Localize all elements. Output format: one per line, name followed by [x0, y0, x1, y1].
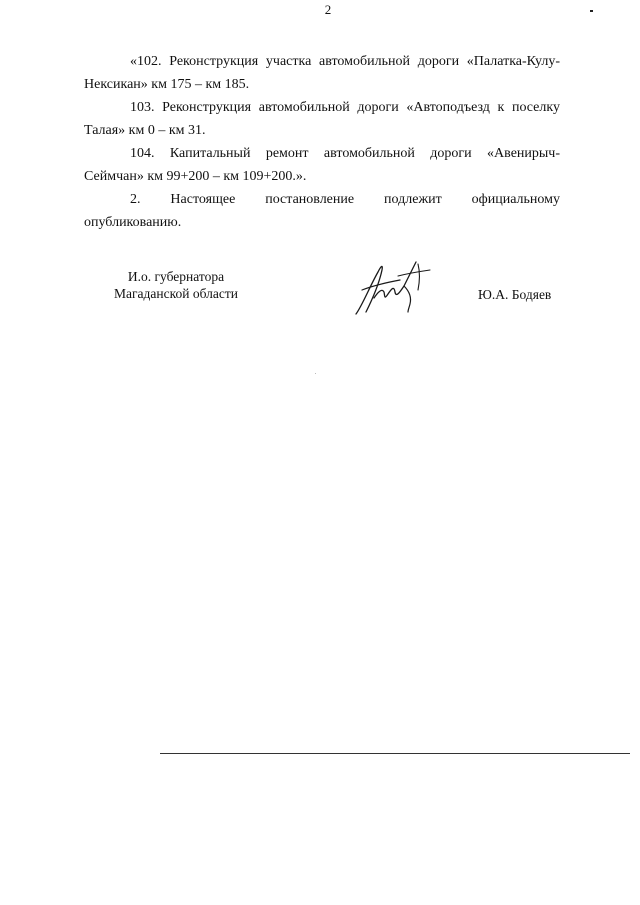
bottom-rule [160, 753, 630, 754]
signer-title [96, 268, 256, 302]
signer-title-line2: Магаданской области [114, 286, 238, 301]
paragraph-publication: 2. Настоящее постановление подлежит официальному опубликованию. [84, 192, 560, 230]
corner-mark [590, 10, 593, 12]
signature-block [0, 266, 640, 326]
document-body [84, 50, 560, 234]
handwritten-signature [348, 256, 438, 320]
scan-speck [315, 373, 316, 374]
signer-title-line1: И.о. губернатора [127, 269, 225, 284]
paragraph-item-102: «102. Реконструкция участка автомобильной дороги «Палатка-Кулу-Нексикан» км 175 – км 185. [84, 54, 560, 92]
paragraph-item-103: 103. Реконструкция автомобильной дороги «Автоподъезд к поселку Талая» км 0 – км 31. [84, 100, 560, 138]
signer-name: Ю.А. Бодяев [478, 287, 552, 302]
paragraph-item-104: 104. Капитальный ремонт автомобильной дороги «Авенирыч-Сеймчан» км 99+200 – км 109+200.». [84, 146, 560, 184]
page-number: 2 [324, 2, 332, 17]
